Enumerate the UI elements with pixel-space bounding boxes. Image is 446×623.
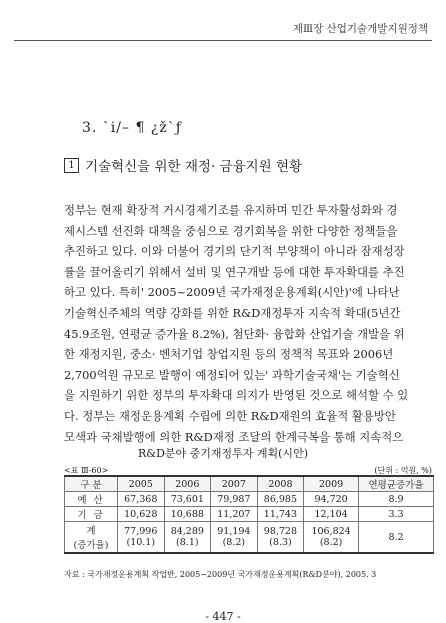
- table-cell-rate: 3.3: [359, 507, 434, 522]
- subheading-number-box: 1: [64, 158, 79, 173]
- table-cell-total: [118, 522, 165, 554]
- total-growth: (8.3): [269, 537, 292, 548]
- total-label: 계: [86, 526, 96, 537]
- body-line: 45.9조원, 연평균 증가율 8.2%), 첨단화· 융합화 산업기술 개발을 위: [64, 326, 405, 341]
- body-line: 을 지원하기 위한 정부의 투자확대 의지가 반영된 것으로 해석할 수 있: [64, 388, 409, 403]
- table-cell-total: [304, 522, 359, 554]
- table-cell-total: [164, 522, 211, 554]
- header-year: 2009: [304, 476, 359, 492]
- table-source-note: 자료 : 국가재정운용계획 작업반, 2005~2009년 국가재정운용계획(R&D분야), 2005. 3: [64, 570, 377, 579]
- total-growth: (8.2): [222, 537, 246, 548]
- header-rule: [14, 40, 432, 41]
- header-title: 제Ⅲ장 산업기술개발지원정책: [292, 23, 428, 35]
- body-line: 2,700억원 규모로 발행이 예정되어 있는' 과학기술국채'는 기술혁신: [64, 367, 400, 382]
- table-cell-total: [257, 522, 304, 554]
- table-row: [65, 507, 434, 522]
- body-line: 하고 있다. 특히' 2005~2009년 국가재정운용계획(시안)'에 나타난: [64, 285, 400, 300]
- table-cell: 67,368: [118, 492, 165, 507]
- table-cell: 86,985: [257, 492, 304, 507]
- body-line: 률을 끌어올리기 위해서 설비 및 연구개발 등에 대한 투자확대를 추진: [64, 264, 405, 279]
- table-cell-total: [211, 522, 258, 554]
- row-label: 예 산: [65, 492, 118, 507]
- total-value: 84,289: [170, 526, 204, 537]
- total-value: 106,824: [311, 526, 351, 537]
- rd-budget-table: [64, 475, 434, 554]
- row-label-total: [65, 522, 118, 554]
- table-cell: 10,628: [118, 507, 165, 522]
- table-unit: (단위 : 억원, %): [374, 466, 432, 475]
- table-row: [65, 492, 434, 507]
- table-cell: 94,720: [304, 492, 359, 507]
- total-growth: (10.1): [126, 537, 156, 548]
- table-cell: 10,688: [164, 507, 211, 522]
- total-value: 98,728: [263, 526, 298, 537]
- body-line: 기술혁신주체의 역량 강화를 위한 R&D재정투자 지속적 확대(5년간: [64, 305, 401, 320]
- table-cell: 11,743: [257, 507, 304, 522]
- total-growth: (8.1): [176, 537, 199, 548]
- row-label: 기 금: [65, 507, 118, 522]
- section-heading: 3. `i/– ¶ ¿ž`ƒ: [82, 120, 182, 136]
- table-header-row: [65, 476, 434, 492]
- header-growth-rate: 연평균증가율: [359, 476, 434, 492]
- header-year: 2008: [257, 476, 304, 492]
- table-cell: 79,987: [211, 492, 258, 507]
- header-year: 2005: [118, 476, 165, 492]
- table-cell-rate: 8.2: [359, 522, 434, 554]
- body-line: 한 재정지원, 중소· 벤처기업 창업지원 등의 정책적 목표와 2006년: [64, 347, 394, 362]
- body-line: 모색과 국채발행에 의한 R&D재정 조달의 한계극복을 통해 지속적으: [64, 429, 404, 444]
- table-cell: 73,601: [164, 492, 211, 507]
- body-line: 추진하고 있다. 이와 더불어 경기의 단기적 부양책이 아니라 잠재성장: [64, 244, 405, 259]
- table-title: R&D분야 중기재정투자 계획(시안): [138, 447, 308, 460]
- table-row-total: [65, 522, 434, 554]
- table-cell: 11,207: [211, 507, 258, 522]
- header-category: 구 분: [65, 476, 118, 492]
- body-paragraph: [64, 200, 434, 447]
- total-value: 77,996: [124, 526, 158, 537]
- body-line: 제시스템 선진화 대책을 중심으로 경기회복을 위한 다양한 정책들을: [64, 223, 398, 238]
- total-value: 91,194: [217, 526, 251, 537]
- header-year: 2006: [164, 476, 211, 492]
- total-growth: (8.2): [319, 537, 343, 548]
- header-year: 2007: [211, 476, 258, 492]
- body-line: 다. 정부는 재정운용계획 수립에 의한 R&D재원의 효율적 활용방안: [64, 408, 396, 423]
- subheading-text: 기술혁신을 위한 재정· 금융지원 현황: [85, 159, 303, 175]
- table-cell: 12,104: [304, 507, 359, 522]
- body-line: 정부는 현재 확장적 거시경제기조를 유지하며 민간 투자활성화와 경: [64, 203, 398, 217]
- subheading: [64, 155, 302, 175]
- table-id: <표 Ⅲ-60>: [64, 466, 109, 475]
- table-cell-rate: 8.9: [359, 492, 434, 507]
- page-number: - 447 -: [205, 610, 241, 623]
- total-label-sub: (증가율): [73, 540, 109, 551]
